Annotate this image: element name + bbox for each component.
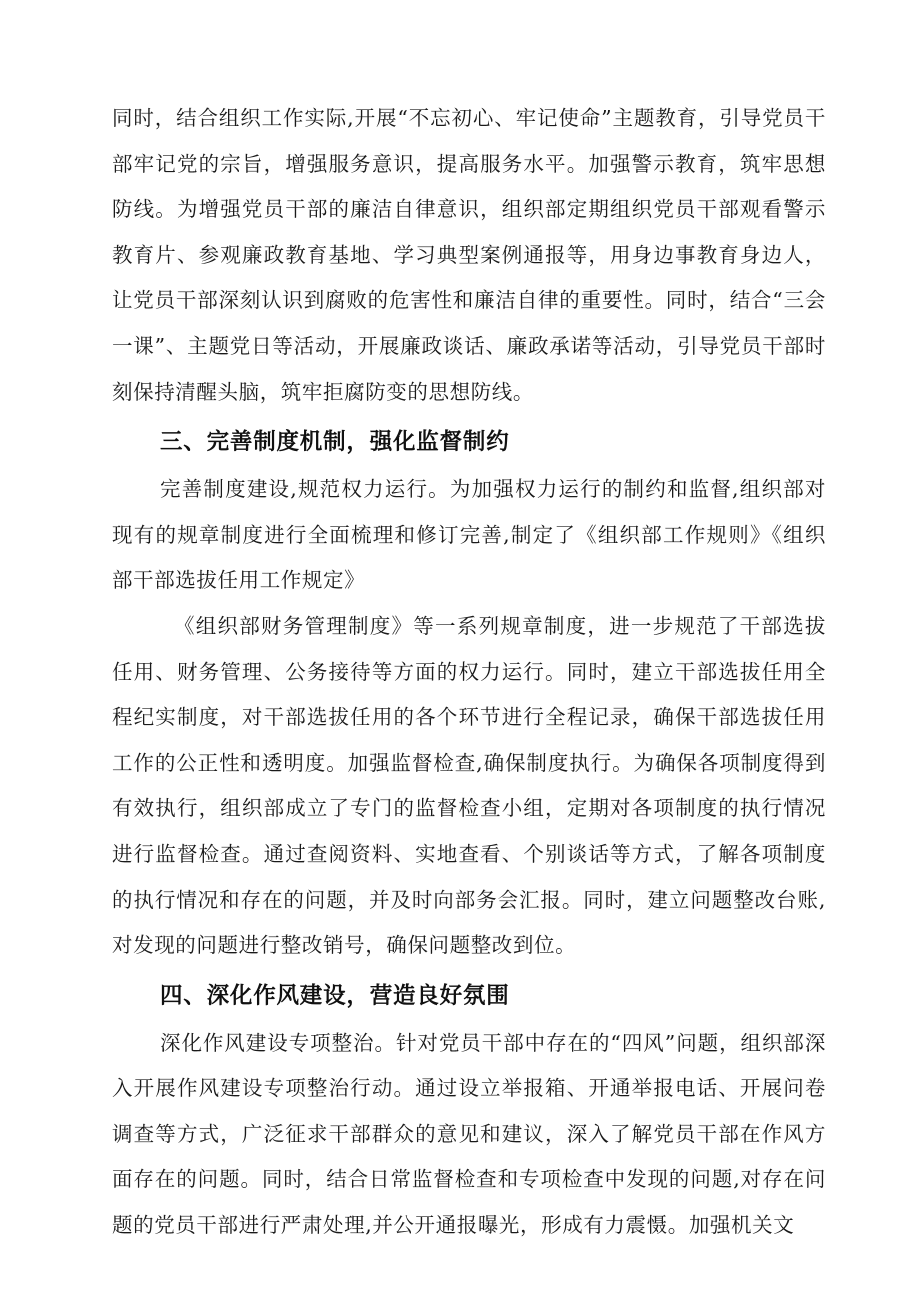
section-heading-4: 四、深化作风建设，营造良好氛围 [160,982,510,1009]
paragraph-work-style: 深化作风建设专项整治。针对党员干部中存在的“四风”问题，组织部深入开展作风建设专项整治行动。通过设立举报箱、开通举报电话、开展问卷调查等方式，广泛征求干部群众的意见和建议，深入了解党员干部在作风方面存在的问题。同时，结合日常监督检查和专项检查中发现的问题,对存在问题的党员干部进行严肃处理,并公开通报曝光，形成有力震慑。加强机关文 [112,1030,826,1238]
document-page [112,96,826,1249]
section-heading-3: 三、完善制度机制，强化监督制约 [160,429,510,456]
paragraph-education-continued: 同时，结合组织工作实际,开展“不忘初心、牢记使命”主题教育，引导党员干部牢记党的宗旨，增强服务意识，提高服务水平。加强警示教育，筑牢思想防线。为增强党员干部的廉洁自律意识，组织部定期组织党员干部观看警示教育片、参观廉政教育基地、学习典型案例通报等，用身边事教育身边人，让党员干部深刻认识到腐败的危害性和廉洁自律的重要性。同时，结合“三会一课”、主题党日等活动，开展廉政谈话、廉政承诺等活动，引导党员干部时刻保持清醒头脑，筑牢拒腐防变的思想防线。 [112,106,826,404]
paragraph-system-building: 完善制度建设,规范权力运行。为加强权力运行的制约和监督,组织部对现有的规章制度进行全面梳理和修订完善,制定了《组织部工作规则》《组织部干部选拔任用工作规定》 [112,477,826,593]
paragraph-supervision: 《组织部财务管理制度》等一系列规章制度，进一步规范了干部选拔任用、财务管理、公务接待等方面的权力运行。同时，建立干部选拔任用全程纪实制度，对干部选拔任用的各个环节进行全程记录，确保干部选拔任用工作的公正性和透明度。加强监督检查,确保制度执行。为确保各项制度得到有效执行，组织部成立了专门的监督检查小组，定期对各项制度的执行情况进行监督检查。通过查阅资料、实地查看、个别谈话等方式，了解各项制度的执行情况和存在的问题，并及时向部务会汇报。同时，建立问题整改台账,对发现的问题进行整改销号，确保问题整改到位。 [112,613,826,958]
